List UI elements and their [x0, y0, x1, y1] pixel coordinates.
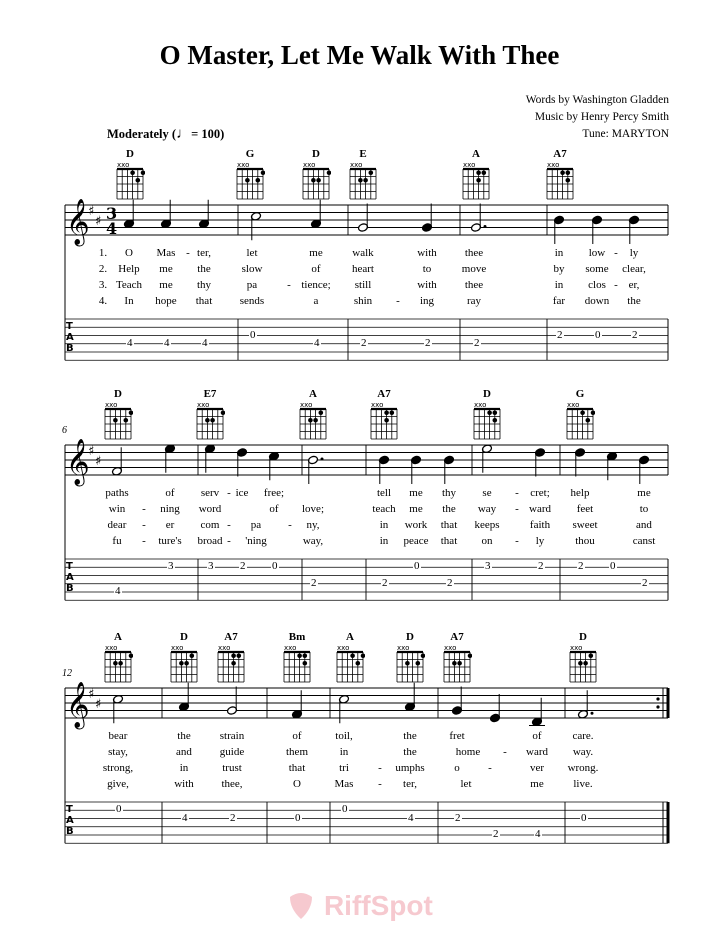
lyric-syllable: -	[378, 778, 382, 790]
quarter-note-icon: ♩	[176, 126, 192, 142]
chord-name: A7	[224, 631, 238, 643]
tab-fret-number: 2	[361, 336, 367, 349]
lyric-syllable: heart	[352, 263, 374, 275]
svg-text:xxo: xxo	[284, 644, 297, 652]
lyric-syllable: sends	[239, 295, 265, 307]
lyric-syllable: me	[409, 503, 423, 515]
lyric-syllable: -	[503, 746, 507, 758]
lyric-syllable: Help	[118, 263, 140, 275]
lyric-syllable: ver	[529, 762, 545, 774]
lyric-syllable: guide	[219, 746, 245, 758]
tab-fret-number: 4	[115, 585, 121, 597]
lyric-syllable: clear,	[622, 263, 646, 275]
tempo-marking: Moderately (♩= 100)	[107, 126, 225, 142]
lyric-syllable: and	[636, 519, 652, 531]
lyric-syllable: word	[198, 503, 222, 515]
svg-text:T: T	[66, 561, 73, 572]
lyric-syllable: to	[639, 503, 649, 515]
lyric-syllable: me	[309, 247, 323, 259]
lyric-syllable: win	[108, 503, 126, 515]
tab-fret-number: 2	[578, 560, 584, 573]
tab-fret-number: 0	[595, 328, 601, 341]
svg-text:xxo: xxo	[300, 401, 313, 409]
tab-fret-number: 0	[250, 328, 256, 341]
tempo-value: = 100	[191, 127, 221, 141]
tab-fret-number: 0	[295, 811, 301, 824]
lyric-syllable: hope	[155, 295, 177, 307]
tab-fret-number: 2	[455, 811, 461, 824]
svg-text:B: B	[66, 826, 74, 837]
lyric-syllable: sweet	[572, 519, 598, 531]
tab-fret-number: 4	[182, 811, 188, 824]
chord-name: Bm	[288, 631, 306, 643]
lyric-syllable: -	[396, 295, 400, 307]
lyric-syllable: help	[570, 487, 590, 499]
lyric-syllable: clos	[588, 279, 606, 291]
lyric-syllable: far	[552, 295, 566, 307]
lyric-syllable: let	[460, 778, 472, 790]
words-credit: Words by Washington Gladden	[525, 94, 669, 106]
lyric-syllable: thy	[441, 487, 457, 499]
svg-text:xxo: xxo	[567, 401, 580, 409]
lyric-syllable: the	[442, 503, 456, 515]
chord-name: A7	[450, 631, 464, 643]
lyric-syllable: Teach	[115, 279, 143, 291]
lyric-syllable: in	[379, 519, 389, 531]
lyric-syllable: serv	[200, 487, 220, 499]
lyric-syllable: cret;	[530, 487, 550, 499]
tab-fret-number: 2	[425, 336, 431, 349]
lyric-syllable: walk	[352, 247, 374, 259]
svg-text:xxo: xxo	[237, 161, 250, 169]
tab-fret-number: 4	[408, 811, 414, 824]
tab-fret-number: 3	[208, 560, 214, 573]
lyric-syllable: ice	[235, 487, 249, 499]
lyric-syllable: in	[379, 535, 389, 547]
lyric-syllable: by	[553, 263, 565, 275]
tab-fret-number: 2	[632, 328, 638, 341]
tab-fret-number: 2	[311, 576, 317, 589]
lyric-syllable: 1.	[98, 247, 108, 259]
lyric-syllable: thee,	[221, 778, 243, 790]
lyric-syllable: teach	[372, 503, 396, 515]
lyric-syllable: -	[142, 535, 146, 547]
lyric-syllable: O	[125, 247, 133, 259]
svg-text:T: T	[66, 321, 73, 332]
chord-name: D	[579, 631, 587, 643]
lyric-syllable: thou	[575, 535, 595, 547]
chord-name: D	[180, 631, 188, 643]
tab-fret-number: 4	[164, 336, 170, 349]
credits	[526, 92, 669, 143]
lyric-syllable: ter,	[403, 778, 417, 790]
tab-fret-number: 0	[581, 811, 587, 824]
lyric-syllable: low	[588, 247, 606, 259]
song-title: O Master, Let Me Walk With Thee	[159, 40, 560, 70]
tab-fret-number: 0	[116, 803, 122, 816]
lyric-syllable: peace	[403, 535, 429, 547]
lyric-syllable: give,	[107, 778, 129, 790]
lyric-syllable: Mas	[156, 247, 176, 259]
lyric-syllable: er	[165, 519, 175, 531]
chord-name: D	[312, 148, 320, 160]
chord-name: A	[346, 631, 354, 643]
lyric-syllable: me	[159, 263, 173, 275]
lyric-syllable: thy	[196, 279, 212, 291]
lyric-syllable: 4.	[98, 295, 108, 307]
lyric-syllable: care.	[572, 730, 594, 742]
svg-text:xxo: xxo	[171, 644, 184, 652]
lyric-syllable: slow	[241, 263, 263, 275]
measure-number: 12	[62, 668, 72, 679]
lyric-syllable: -	[227, 535, 231, 547]
lyric-syllable: fret	[449, 730, 465, 742]
lyric-syllable: tience;	[301, 279, 331, 291]
lyric-syllable: fu	[112, 535, 122, 547]
lyric-syllable: tell	[376, 487, 392, 499]
chord-name: A	[309, 388, 317, 400]
lyric-syllable: -	[287, 279, 291, 291]
svg-text:B: B	[66, 583, 74, 594]
lyric-syllable: work	[404, 519, 428, 531]
lyric-syllable: ly	[535, 535, 545, 547]
lyric-syllable: way.	[572, 746, 594, 758]
tab-fret-number: 0	[272, 560, 278, 573]
lyric-syllable: -	[142, 519, 146, 531]
lyric-syllable: 3.	[98, 279, 108, 291]
lyric-syllable: me	[159, 279, 173, 291]
lyric-syllable: me	[409, 487, 423, 499]
chord-name: A	[472, 148, 480, 160]
lyric-syllable: ray	[466, 295, 482, 307]
tab-fret-number: 0	[610, 560, 616, 573]
lyric-syllable: o	[454, 762, 460, 774]
lyric-syllable: ing	[419, 295, 435, 307]
svg-text:4: 4	[106, 219, 118, 238]
svg-text:xxo: xxo	[218, 644, 231, 652]
lyric-syllable: pa	[246, 279, 258, 291]
svg-text:♯: ♯	[88, 687, 95, 702]
lyric-syllable: ter,	[197, 247, 211, 259]
tab-fret-number: 3	[485, 560, 491, 573]
lyric-syllable: in	[554, 247, 564, 259]
lyric-syllable: -	[488, 762, 492, 774]
lyric-syllable: some	[585, 263, 609, 275]
svg-text:xxo: xxo	[371, 401, 384, 409]
svg-text:𝄞: 𝄞	[66, 199, 90, 245]
lyric-syllable: trust	[222, 762, 242, 774]
lyric-syllable: O	[293, 778, 301, 790]
chord-name: A7	[553, 148, 567, 160]
lyric-syllable: -	[227, 487, 231, 499]
chord-name: A7	[377, 388, 391, 400]
lyric-syllable: ly	[629, 247, 639, 259]
lyric-syllable: In	[124, 295, 134, 307]
lyric-syllable: keeps	[474, 519, 500, 531]
svg-text:xxo: xxo	[303, 161, 316, 169]
tab-fret-number: 2	[538, 560, 544, 573]
lyric-syllable: ning	[160, 503, 180, 515]
svg-text:xxo: xxo	[570, 644, 583, 652]
lyric-syllable: strong,	[102, 762, 134, 774]
lyric-syllable: that	[440, 519, 458, 531]
lyric-syllable: faith	[529, 519, 551, 531]
lyric-syllable: pa	[250, 519, 262, 531]
lyric-syllable: -	[515, 487, 519, 499]
lyric-syllable: me	[530, 778, 544, 790]
lyric-syllable: er,	[628, 279, 640, 291]
lyric-syllable: umphs	[395, 762, 425, 774]
tab-fret-number: 2	[557, 328, 563, 341]
guitar-pick-icon	[286, 891, 316, 921]
svg-text:xxo: xxo	[397, 644, 410, 652]
lyric-syllable: of	[532, 730, 542, 742]
svg-text:𝄞: 𝄞	[66, 439, 90, 485]
lyric-syllable: 2.	[98, 263, 108, 275]
lyric-syllable: love;	[302, 503, 324, 515]
chord-name: D	[406, 631, 414, 643]
tempo-label: Moderately	[107, 127, 169, 141]
chord-name: D	[483, 388, 491, 400]
lyric-syllable: ward	[529, 503, 551, 515]
svg-text:xxo: xxo	[547, 161, 560, 169]
lyric-syllable: that	[195, 295, 213, 307]
measure-number: 6	[62, 425, 67, 436]
chord-name: G	[575, 388, 585, 400]
lyric-syllable: with	[417, 247, 437, 259]
tab-fret-number: 4	[127, 336, 133, 349]
lyric-syllable: that	[288, 762, 306, 774]
svg-text:xxo: xxo	[474, 401, 487, 409]
svg-text:♯: ♯	[95, 697, 102, 712]
tab-fret-number: 4	[314, 336, 320, 349]
lyric-syllable: dear	[107, 519, 127, 531]
lyric-syllable: thee	[464, 247, 484, 259]
lyric-syllable: let	[246, 247, 258, 259]
lyric-syllable: bear	[108, 730, 128, 742]
lyric-syllable: Mas	[334, 778, 354, 790]
tune-credit: Tune: MARYTON	[582, 128, 669, 140]
lyric-syllable: paths	[105, 487, 129, 499]
lyric-syllable: feet	[576, 503, 594, 515]
svg-text:♯: ♯	[88, 444, 95, 459]
svg-text:xxo: xxo	[105, 401, 118, 409]
lyric-syllable: the	[197, 263, 211, 275]
tab-fret-number: 2	[493, 828, 499, 840]
svg-text:xxo: xxo	[197, 401, 210, 409]
lyric-syllable: 'ning	[245, 535, 267, 547]
lyric-syllable: thee	[464, 279, 484, 291]
lyric-syllable: of	[269, 503, 279, 515]
lyric-syllable: a	[313, 295, 319, 307]
chord-name: G	[245, 148, 255, 160]
lyric-syllable: -	[614, 279, 618, 291]
svg-text:A: A	[66, 332, 74, 343]
lyric-syllable: in	[554, 279, 564, 291]
tab-fret-number: 2	[642, 576, 648, 589]
lyric-syllable: on	[481, 535, 493, 547]
lyric-syllable: broad	[197, 535, 223, 547]
chord-name: E7	[203, 388, 217, 400]
lyric-syllable: of	[292, 730, 302, 742]
lyric-syllable: down	[584, 295, 610, 307]
lyric-syllable: ward	[526, 746, 548, 758]
chord-name: A	[114, 631, 122, 643]
svg-text:3: 3	[106, 204, 118, 223]
lyric-syllable: home	[455, 746, 481, 758]
svg-text:T: T	[66, 804, 73, 815]
lyric-syllable: with	[174, 778, 194, 790]
tab-fret-number: 2	[474, 336, 480, 349]
lyric-syllable: toil,	[335, 730, 353, 742]
lyric-syllable: in	[179, 762, 189, 774]
lyric-syllable: ny,	[306, 519, 320, 531]
lyric-syllable: strain	[219, 730, 245, 742]
tab-fret-number: 2	[382, 576, 388, 589]
lyric-syllable: of	[311, 263, 321, 275]
svg-text:♯: ♯	[95, 454, 102, 469]
tab-fret-number: 0	[342, 803, 348, 816]
svg-text:xxo: xxo	[444, 644, 457, 652]
logo-text: RiffSpot	[323, 890, 433, 921]
lyric-syllable: the	[403, 730, 417, 742]
svg-text:♯: ♯	[88, 204, 95, 219]
tab-fret-number: 4	[202, 336, 208, 349]
lyric-syllable: -	[186, 247, 190, 259]
lyric-syllable: and	[176, 746, 192, 758]
music-credit: Music by Henry Percy Smith	[534, 111, 669, 123]
lyric-syllable: canst	[632, 535, 656, 547]
svg-text:𝄞: 𝄞	[66, 682, 90, 728]
svg-text:xxo: xxo	[117, 161, 130, 169]
lyric-syllable: ture's	[158, 535, 182, 547]
tab-fret-number: 2	[240, 560, 246, 573]
svg-text:xxo: xxo	[105, 644, 118, 652]
lyric-syllable: -	[515, 535, 519, 547]
lyric-syllable: in	[339, 746, 349, 758]
svg-text:A: A	[66, 815, 74, 826]
lyric-syllable: shin	[353, 295, 373, 307]
lyric-syllable: me	[637, 487, 651, 499]
lyric-syllable: stay,	[108, 746, 128, 758]
svg-text:xxo: xxo	[337, 644, 350, 652]
svg-text:xxo: xxo	[463, 161, 476, 169]
tab-fret-number: 4	[535, 828, 541, 840]
lyric-syllable: -	[515, 503, 519, 515]
lyric-syllable: -	[142, 503, 146, 515]
svg-text:A: A	[66, 572, 74, 583]
lyric-syllable: -	[288, 519, 292, 531]
lyric-syllable: -	[227, 519, 231, 531]
lyric-syllable: the	[177, 730, 191, 742]
lyric-syllable: com	[200, 519, 220, 531]
svg-text:xxo: xxo	[350, 161, 363, 169]
lyric-syllable: with	[417, 279, 437, 291]
svg-text:B: B	[66, 343, 74, 354]
lyric-syllable: se	[482, 487, 492, 499]
lyric-syllable: tri	[339, 762, 349, 774]
chord-name: D	[126, 148, 134, 160]
lyric-syllable: the	[403, 746, 417, 758]
lyric-syllable: free;	[263, 487, 285, 499]
lyric-syllable: of	[165, 487, 175, 499]
lyric-syllable: move	[461, 263, 487, 275]
lyric-syllable: the	[627, 295, 641, 307]
lyric-syllable: still	[354, 279, 372, 291]
tab-fret-number: 0	[414, 560, 420, 573]
svg-text:♯: ♯	[95, 214, 102, 229]
lyric-syllable: that	[440, 535, 458, 547]
riffspot-logo	[0, 890, 719, 922]
lyric-syllable: way,	[302, 535, 324, 547]
chord-name: D	[114, 388, 122, 400]
lyric-syllable: wrong.	[567, 762, 599, 774]
lyric-syllable: to	[422, 263, 432, 275]
lyric-syllable: -	[378, 762, 382, 774]
tab-fret-number: 2	[447, 576, 453, 589]
chord-name: E	[359, 148, 367, 160]
lyric-syllable: -	[614, 247, 618, 259]
tab-fret-number: 3	[168, 560, 174, 573]
lyric-syllable: live.	[573, 778, 593, 790]
lyric-syllable: way	[477, 503, 497, 515]
tab-fret-number: 2	[230, 811, 236, 824]
lyric-syllable: them	[286, 746, 308, 758]
